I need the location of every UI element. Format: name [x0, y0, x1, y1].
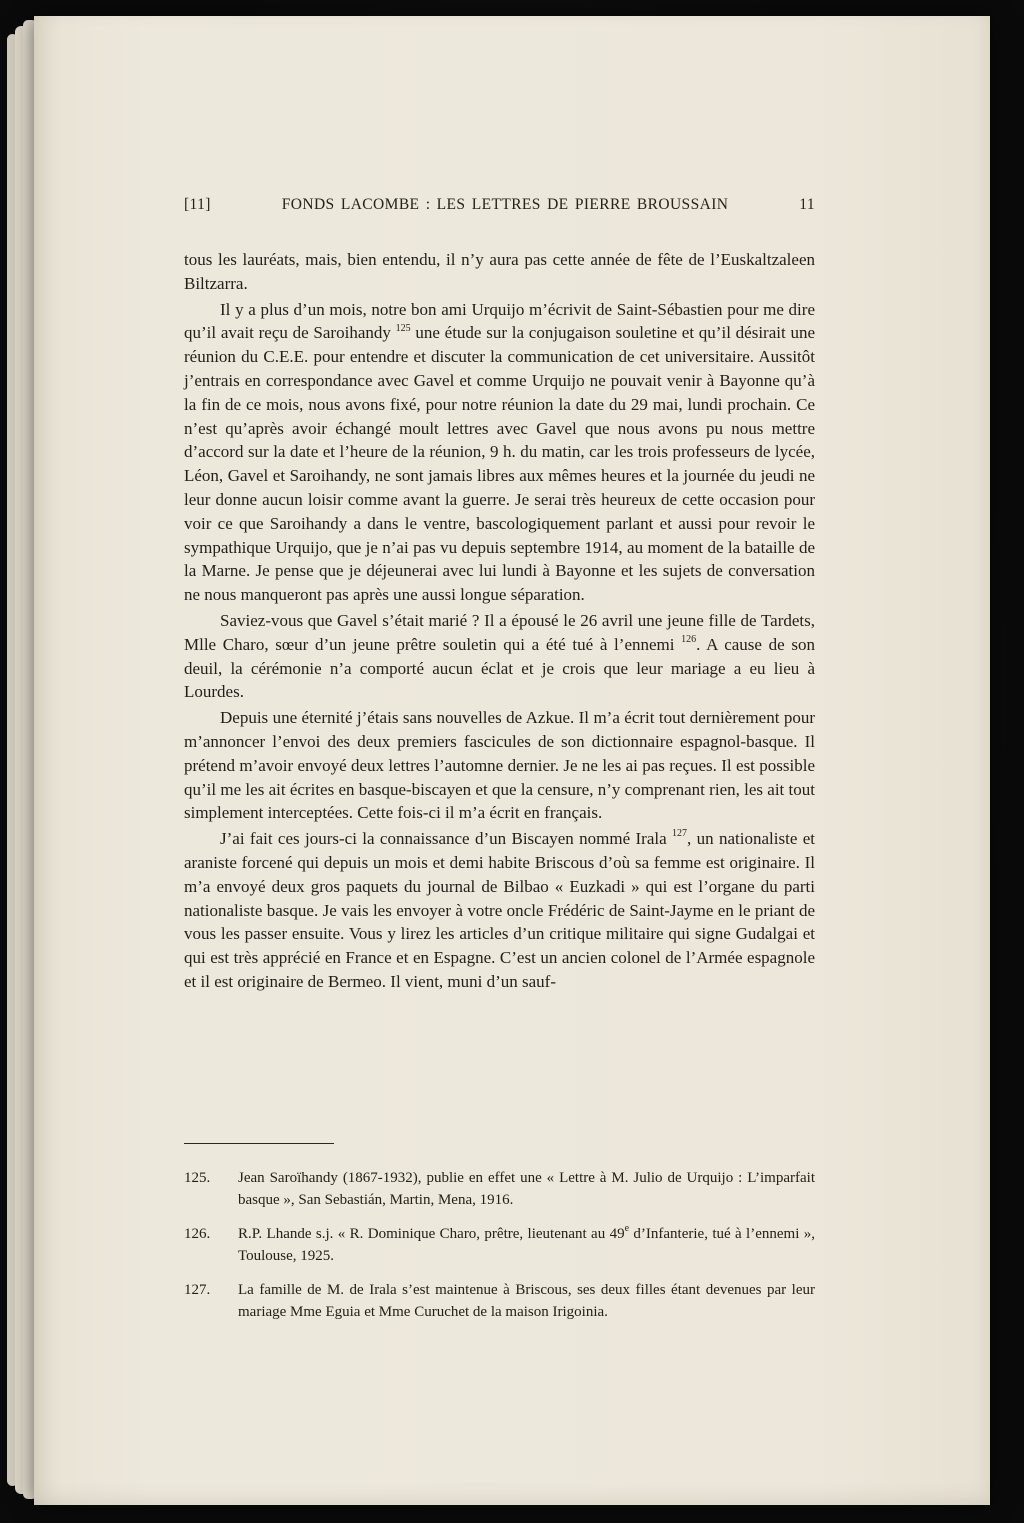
footnote-rule — [184, 1143, 334, 1144]
footnote-number: 125. — [184, 1170, 211, 1186]
header-page-number: 11 — [799, 196, 815, 213]
footnote-text: R.P. Lhande s.j. « R. Dominique Charo, prêtre, lieutenant au 49e d’Infanterie, tué à l’ennemi », Toulouse, 1925. — [238, 1223, 815, 1264]
footnote — [184, 1280, 815, 1323]
footnote-number: 127. — [184, 1282, 211, 1298]
footnote-reference: 126 — [681, 634, 697, 646]
header-bracket-number: [11] — [184, 196, 211, 213]
footnote — [184, 1168, 815, 1211]
footnote-text: Jean Saroïhandy (1867-1932), publie en effet une « Lettre à M. Julio de Urquijo : L’imparfait basque », San Sebastián, Martin, Mena, 1916. — [238, 1170, 815, 1208]
paragraph: J’ai fait ces jours-ci la connaissance d’un Biscayen nommé Irala $^{127}$, un nationaliste et araniste forcené qui depuis un mois et demi habite Briscous d’où sa femme est originaire. Il m’a envoyé deux gros paquets du journal de Bilbao « Euzkadi » qui est l’organe du parti nationaliste basque. Je vais les envoyer à votre oncle Frédéric de Saint-Jayme en le priant de vous les passer ensuite. Vous y lirez les articles d’un critique militaire qui signe Gudalgai et qui est très apprécié en France et en Espagne. C’est un ancien colonel de l’Armée espagnole et il est originaire de Bermeo. Il vient, muni d’un sauf- — [184, 828, 816, 991]
footnote-text: La famille de M. de Irala s’est maintenue à Briscous, ses deux filles étant devenues par leur mariage Mme Eguia et Mme Curuchet de la maison Irigoinia. — [238, 1282, 815, 1320]
footnote-reference: 125 — [395, 322, 411, 334]
footnote-section — [184, 1143, 815, 1336]
paragraph: Saviez-vous que Gavel s’était marié ? Il a épousé le 26 avril une jeune fille de Tardets, Mlle Charo, sœur d’un jeune prêtre souletin qui a été tué à l’ennemi $^{126}$. A cause de son deuil, la cérémonie n’a comporté aucun éclat et je crois que leur mariage a eu lieu à Lourdes. — [184, 610, 815, 702]
footnote-reference: 127 — [672, 828, 688, 840]
footnote-number: 126. — [184, 1226, 211, 1242]
header-title: FONDS LACOMBE : LES LETTRES DE PIERRE BROUSSAIN — [281, 196, 729, 213]
paragraph: tous les lauréats, mais, bien entendu, il n’y aura pas cette année de fête de l’Euskaltzaleen Biltzarra. — [184, 250, 815, 293]
footnote — [184, 1224, 815, 1267]
book-page — [34, 16, 990, 1505]
footnotes-list — [184, 1168, 815, 1323]
page-header — [184, 196, 815, 214]
paragraph: Depuis une éternité j’étais sans nouvelles de Azkue. Il m’a écrit tout dernièrement pour m’annoncer l’envoi des deux premiers fascicules de son dictionnaire espagnol-basque. Il prétend m’avoir envoyé deux lettres l’automne dernier. Je ne les ai pas reçues. Il est possible qu’il me les ait écrites en basque-biscayen et que la censure, n’y comprenant rien, les ait tout simplement interceptées. Cette fois-ci il m’a écrit en français. — [184, 708, 815, 823]
body-text — [184, 248, 815, 994]
paragraph: Il y a plus d’un mois, notre bon ami Urquijo m’écrivit de Saint-Sébastien pour me dire qu’il avait reçu de Saroihandy $^{125}$ une étude sur la conjugaison souletine et qu’il désirait une réunion du C.E.E. pour entendre et discuter la communication de cet universitaire. Aussitôt j’entrais en correspondance avec Gavel et comme Urquijo ne pouvait venir à Bayonne qu’à la fin de ce mois, nous avons fixé, pour notre réunion la date du 29 mai, lundi prochain. Ce n’est qu’après avoir échangé moult lettres avec Gavel que nous avons pu nous mettre d’accord sur la date et l’heure de la réunion, 9 h. du matin, car les trois professeurs de lycée, Léon, Gavel et Saroihandy, ne sont jamais libres aux mêmes heures et la journée du jeudi ne leur donne aucun loisir comme avant la guerre. Je serai très heureux de cette occasion pour voir ce que Saroihandy a dans le ventre, bascologiquement parlant et aussi pour revoir le sympathique Urquijo, que je n’ai pas vu depuis septembre 1914, au moment de la bataille de la Marne. Je pense que je déjeunerai avec lui lundi à Bayonne et les sujets de conversation ne nous manqueront pas après une aussi longue séparation. — [184, 299, 815, 605]
footnote-reference: e — [624, 1223, 630, 1234]
